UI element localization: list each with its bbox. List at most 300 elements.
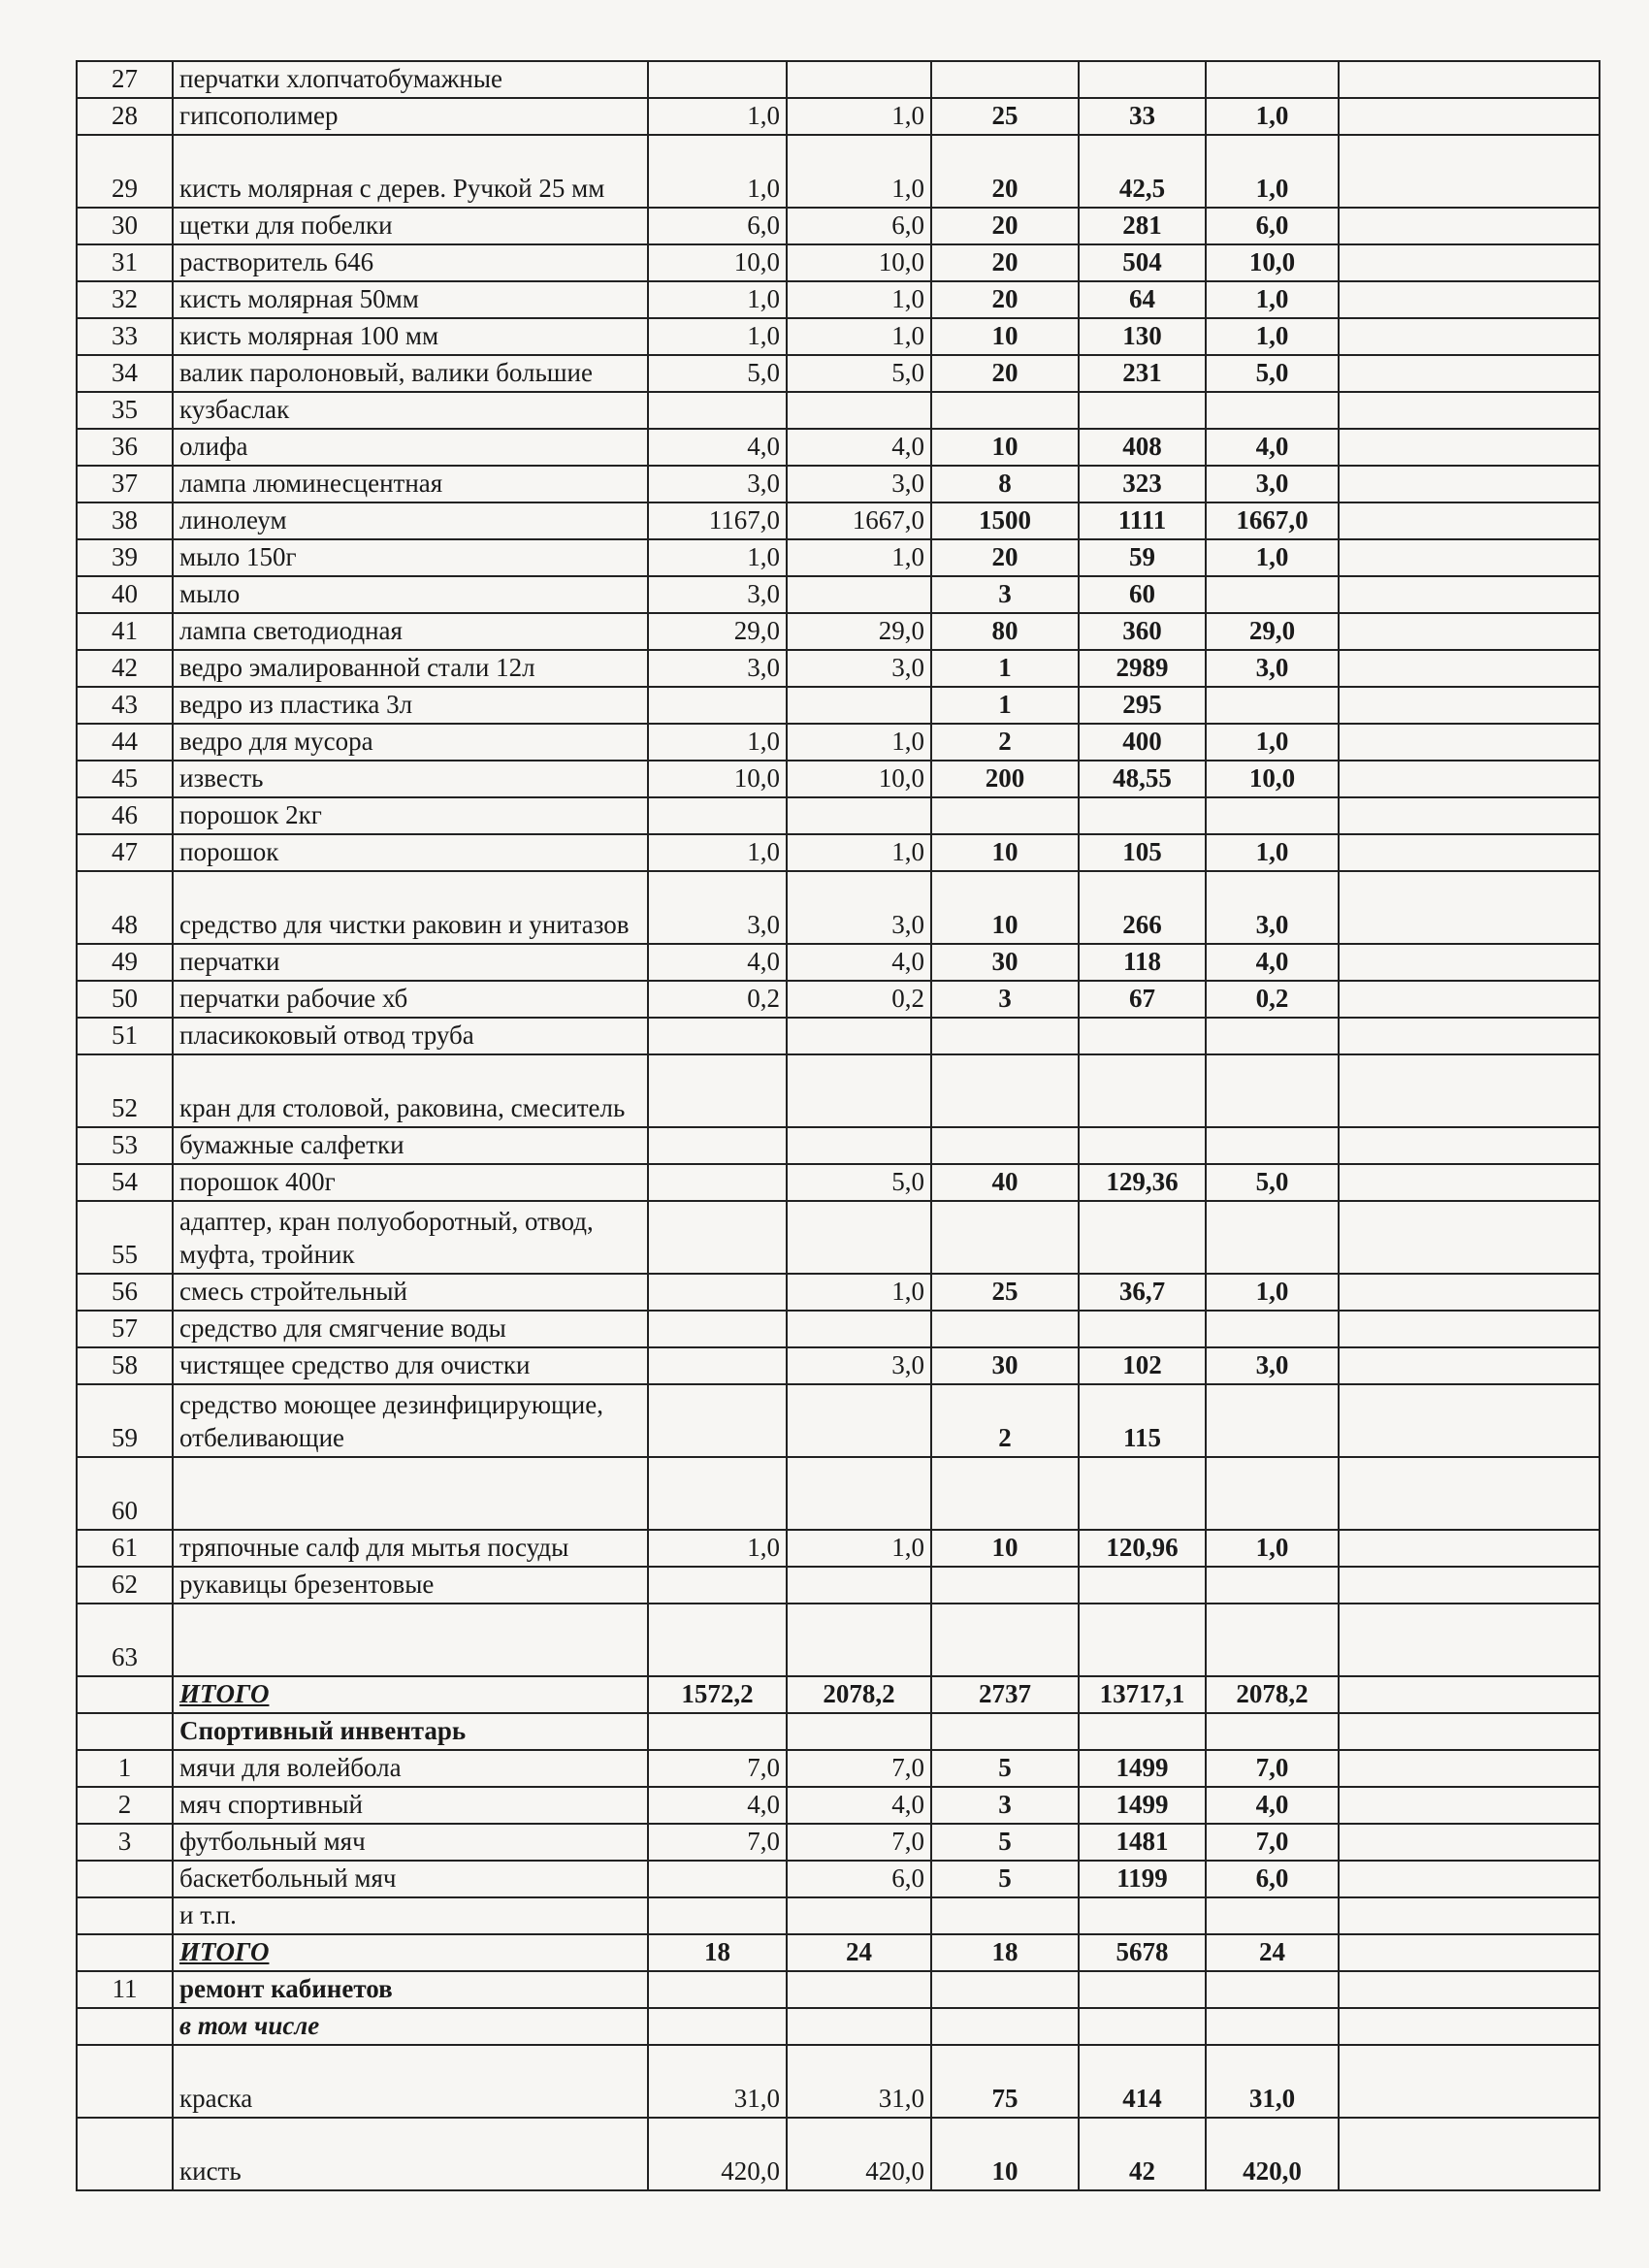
table-row	[77, 1861, 1600, 1897]
cell-d: 414	[1079, 2045, 1206, 2118]
cell-e	[1206, 1971, 1339, 2008]
cell-d	[1079, 61, 1206, 98]
cell-e: 6,0	[1206, 1861, 1339, 1897]
cell-name: чистящее средство для очистки	[173, 1347, 648, 1384]
cell-c: 20	[931, 135, 1079, 208]
cell-b: 1,0	[787, 98, 931, 135]
cell-name: рукавицы брезентовые	[173, 1567, 648, 1604]
cell-f	[1339, 1861, 1600, 1897]
cell-a: 1,0	[648, 98, 787, 135]
cell-c: 5	[931, 1824, 1079, 1861]
cell-name: средство для чистки раковин и унитазов	[173, 871, 648, 944]
cell-a	[648, 61, 787, 98]
cell-c: 3	[931, 1787, 1079, 1824]
cell-b: 420,0	[787, 2118, 931, 2190]
table-row	[77, 650, 1600, 687]
table-row	[77, 318, 1600, 355]
cell-f	[1339, 429, 1600, 466]
cell-e: 0,2	[1206, 981, 1339, 1018]
cell-c	[931, 1604, 1079, 1676]
cell-f	[1339, 981, 1600, 1018]
cell-name: краска	[173, 2045, 648, 2118]
cell-e: 4,0	[1206, 429, 1339, 466]
cell-d: 1499	[1079, 1750, 1206, 1787]
cell-e	[1206, 1311, 1339, 1347]
cell-f	[1339, 318, 1600, 355]
cell-b: 1,0	[787, 281, 931, 318]
cell-e	[1206, 1054, 1339, 1127]
cell-num: 31	[77, 244, 173, 281]
cell-name: средство моющее дезинфицирующие, отбеливающие	[173, 1384, 648, 1457]
cell-num: 38	[77, 502, 173, 539]
cell-b: 1667,0	[787, 502, 931, 539]
cell-name: мыло	[173, 576, 648, 613]
cell-b: 1,0	[787, 318, 931, 355]
cell-d: 42,5	[1079, 135, 1206, 208]
table-row	[77, 724, 1600, 761]
cell-c: 10	[931, 2118, 1079, 2190]
cell-num: 54	[77, 1164, 173, 1201]
cell-e: 4,0	[1206, 944, 1339, 981]
cell-f	[1339, 1897, 1600, 1934]
cell-f	[1339, 1274, 1600, 1311]
cell-name: порошок 2кг	[173, 797, 648, 834]
cell-c: 75	[931, 2045, 1079, 2118]
cell-a: 10,0	[648, 761, 787, 797]
cell-num: 49	[77, 944, 173, 981]
cell-a	[648, 2008, 787, 2045]
cell-num: 27	[77, 61, 173, 98]
cell-num: 28	[77, 98, 173, 135]
cell-e: 5,0	[1206, 355, 1339, 392]
cell-d	[1079, 1018, 1206, 1054]
cell-a: 1,0	[648, 834, 787, 871]
cell-a: 3,0	[648, 650, 787, 687]
cell-c: 5	[931, 1861, 1079, 1897]
cell-num: 39	[77, 539, 173, 576]
cell-name: известь	[173, 761, 648, 797]
cell-d: 360	[1079, 613, 1206, 650]
cell-b: 6,0	[787, 1861, 931, 1897]
table-row	[77, 502, 1600, 539]
cell-d: 102	[1079, 1347, 1206, 1384]
cell-a: 1,0	[648, 135, 787, 208]
cell-d: 13717,1	[1079, 1676, 1206, 1713]
table-row	[77, 613, 1600, 650]
cell-e: 3,0	[1206, 871, 1339, 944]
cell-a: 420,0	[648, 2118, 787, 2190]
cell-a: 5,0	[648, 355, 787, 392]
table-row	[77, 797, 1600, 834]
table-row	[77, 2045, 1600, 2118]
cell-c: 2	[931, 1384, 1079, 1457]
cell-name: ИТОГО	[173, 1676, 648, 1713]
cell-a	[648, 1164, 787, 1201]
table-row	[77, 1054, 1600, 1127]
cell-c	[931, 797, 1079, 834]
cell-d	[1079, 1713, 1206, 1750]
table-row	[77, 1164, 1600, 1201]
cell-c: 30	[931, 1347, 1079, 1384]
cell-c: 30	[931, 944, 1079, 981]
cell-name: линолеум	[173, 502, 648, 539]
cell-d: 105	[1079, 834, 1206, 871]
cell-e	[1206, 1127, 1339, 1164]
cell-f	[1339, 613, 1600, 650]
cell-num: 63	[77, 1604, 173, 1676]
cell-b	[787, 1567, 931, 1604]
cell-e: 420,0	[1206, 2118, 1339, 2190]
cell-e	[1206, 1604, 1339, 1676]
cell-c: 25	[931, 1274, 1079, 1311]
cell-e	[1206, 1897, 1339, 1934]
cell-name: мячи для волейбола	[173, 1750, 648, 1787]
cell-c: 2	[931, 724, 1079, 761]
cell-e: 1,0	[1206, 834, 1339, 871]
cell-d: 67	[1079, 981, 1206, 1018]
table-row	[77, 1604, 1600, 1676]
cell-e: 2078,2	[1206, 1676, 1339, 1713]
cell-num: 51	[77, 1018, 173, 1054]
cell-a	[648, 1201, 787, 1274]
cell-name: ведро из пластика 3л	[173, 687, 648, 724]
cell-e	[1206, 61, 1339, 98]
cell-num: 57	[77, 1311, 173, 1347]
cell-name: порошок 400г	[173, 1164, 648, 1201]
cell-d	[1079, 392, 1206, 429]
cell-d: 5678	[1079, 1934, 1206, 1971]
cell-d: 266	[1079, 871, 1206, 944]
cell-c	[931, 1457, 1079, 1530]
table-row	[77, 1274, 1600, 1311]
cell-b: 1,0	[787, 834, 931, 871]
cell-e: 1,0	[1206, 98, 1339, 135]
cell-f	[1339, 2045, 1600, 2118]
cell-f	[1339, 392, 1600, 429]
cell-e: 1,0	[1206, 724, 1339, 761]
cell-b	[787, 1384, 931, 1457]
cell-a: 1,0	[648, 539, 787, 576]
cell-b: 5,0	[787, 1164, 931, 1201]
cell-name: лампа светодиодная	[173, 613, 648, 650]
cell-num: 32	[77, 281, 173, 318]
cell-f	[1339, 2118, 1600, 2190]
cell-a: 0,2	[648, 981, 787, 1018]
cell-d: 408	[1079, 429, 1206, 466]
cell-e: 5,0	[1206, 1164, 1339, 1201]
cell-d: 323	[1079, 466, 1206, 502]
cell-b	[787, 797, 931, 834]
table-row	[77, 1713, 1600, 1750]
cell-a: 4,0	[648, 1787, 787, 1824]
cell-num: 3	[77, 1824, 173, 1861]
cell-a: 1572,2	[648, 1676, 787, 1713]
cell-name: смесь стройтельный	[173, 1274, 648, 1311]
cell-b: 10,0	[787, 761, 931, 797]
cell-c: 20	[931, 281, 1079, 318]
cell-name	[173, 1604, 648, 1676]
table-row	[77, 944, 1600, 981]
cell-num: 1	[77, 1750, 173, 1787]
cell-d: 1111	[1079, 502, 1206, 539]
cell-a	[648, 1897, 787, 1934]
cell-name: олифа	[173, 429, 648, 466]
cell-num: 56	[77, 1274, 173, 1311]
cell-f	[1339, 650, 1600, 687]
table-row	[77, 281, 1600, 318]
cell-e: 1,0	[1206, 135, 1339, 208]
cell-c: 20	[931, 244, 1079, 281]
cell-num: 52	[77, 1054, 173, 1127]
cell-num	[77, 2008, 173, 2045]
cell-name: перчатки рабочие хб	[173, 981, 648, 1018]
table-row	[77, 1824, 1600, 1861]
cell-b: 5,0	[787, 355, 931, 392]
cell-b: 2078,2	[787, 1676, 931, 1713]
cell-f	[1339, 1676, 1600, 1713]
cell-c	[931, 392, 1079, 429]
cell-d	[1079, 1054, 1206, 1127]
cell-a	[648, 1457, 787, 1530]
cell-a: 1167,0	[648, 502, 787, 539]
cell-name: ремонт кабинетов	[173, 1971, 648, 2008]
cell-b: 1,0	[787, 724, 931, 761]
cell-d	[1079, 1457, 1206, 1530]
cell-f	[1339, 834, 1600, 871]
cell-f	[1339, 1127, 1600, 1164]
cell-b: 1,0	[787, 135, 931, 208]
cell-d	[1079, 1897, 1206, 1934]
cell-e	[1206, 1457, 1339, 1530]
cell-name: Спортивный инвентарь	[173, 1713, 648, 1750]
cell-a: 3,0	[648, 466, 787, 502]
table-row	[77, 687, 1600, 724]
cell-f	[1339, 1971, 1600, 2008]
cell-b	[787, 1897, 931, 1934]
cell-name: ИТОГО	[173, 1934, 648, 1971]
cell-a	[648, 1347, 787, 1384]
cell-num: 48	[77, 871, 173, 944]
cell-name: кисть молярная 100 мм	[173, 318, 648, 355]
cell-b: 6,0	[787, 208, 931, 244]
cell-a: 7,0	[648, 1750, 787, 1787]
cell-f	[1339, 871, 1600, 944]
cell-num: 62	[77, 1567, 173, 1604]
cell-c	[931, 1054, 1079, 1127]
cell-e: 3,0	[1206, 650, 1339, 687]
cell-c: 18	[931, 1934, 1079, 1971]
cell-a: 18	[648, 1934, 787, 1971]
cell-d	[1079, 1201, 1206, 1274]
cell-c	[931, 1971, 1079, 2008]
cell-num: 11	[77, 1971, 173, 2008]
cell-num: 40	[77, 576, 173, 613]
cell-a: 1,0	[648, 1530, 787, 1567]
cell-e	[1206, 687, 1339, 724]
cell-e: 1,0	[1206, 281, 1339, 318]
cell-f	[1339, 1311, 1600, 1347]
cell-f	[1339, 1201, 1600, 1274]
cell-e: 4,0	[1206, 1787, 1339, 1824]
cell-a: 29,0	[648, 613, 787, 650]
cell-num: 44	[77, 724, 173, 761]
cell-b: 3,0	[787, 650, 931, 687]
cell-c: 5	[931, 1750, 1079, 1787]
cell-f	[1339, 1164, 1600, 1201]
table-row	[77, 1750, 1600, 1787]
cell-d	[1079, 797, 1206, 834]
cell-b	[787, 1604, 931, 1676]
cell-f	[1339, 61, 1600, 98]
cell-e: 1,0	[1206, 539, 1339, 576]
table-row	[77, 135, 1600, 208]
cell-d	[1079, 1971, 1206, 2008]
cell-e: 1,0	[1206, 1274, 1339, 1311]
cell-num: 46	[77, 797, 173, 834]
cell-name: ведро эмалированной стали 12л	[173, 650, 648, 687]
cell-a: 1,0	[648, 724, 787, 761]
cell-num: 35	[77, 392, 173, 429]
cell-b	[787, 1971, 931, 2008]
cell-name: тряпочные салф для мытья посуды	[173, 1530, 648, 1567]
table-row	[77, 1384, 1600, 1457]
cell-b	[787, 1311, 931, 1347]
cell-e	[1206, 576, 1339, 613]
cell-name: валик паролоновый, валики большие	[173, 355, 648, 392]
table-row	[77, 871, 1600, 944]
cell-c	[931, 1897, 1079, 1934]
cell-e: 1,0	[1206, 1530, 1339, 1567]
cell-name: кисть молярная с дерев. Ручкой 25 мм	[173, 135, 648, 208]
table-row	[77, 1311, 1600, 1347]
cell-b: 0,2	[787, 981, 931, 1018]
cell-b: 10,0	[787, 244, 931, 281]
cell-num: 50	[77, 981, 173, 1018]
cell-num: 55	[77, 1201, 173, 1274]
cell-d: 36,7	[1079, 1274, 1206, 1311]
table-row	[77, 834, 1600, 871]
cell-c	[931, 1201, 1079, 1274]
cell-d: 129,36	[1079, 1164, 1206, 1201]
cell-d: 295	[1079, 687, 1206, 724]
cell-name: средство для смягчение воды	[173, 1311, 648, 1347]
cell-c	[931, 1311, 1079, 1347]
cell-a	[648, 1971, 787, 2008]
cell-a: 4,0	[648, 944, 787, 981]
cell-c: 3	[931, 981, 1079, 1018]
table-row	[77, 1201, 1600, 1274]
cell-num	[77, 1676, 173, 1713]
cell-f	[1339, 576, 1600, 613]
cell-b	[787, 576, 931, 613]
cell-c	[931, 1567, 1079, 1604]
cell-c: 10	[931, 871, 1079, 944]
cell-num	[77, 2045, 173, 2118]
cell-b	[787, 61, 931, 98]
cell-c	[931, 1713, 1079, 1750]
cell-name: в том числе	[173, 2008, 648, 2045]
cell-f	[1339, 687, 1600, 724]
cell-name: мыло 150г	[173, 539, 648, 576]
cell-b: 4,0	[787, 1787, 931, 1824]
cell-b	[787, 1457, 931, 1530]
table-row	[77, 1787, 1600, 1824]
cell-name: кисть молярная 50мм	[173, 281, 648, 318]
cell-a	[648, 797, 787, 834]
cell-num: 29	[77, 135, 173, 208]
cell-b: 31,0	[787, 2045, 931, 2118]
cell-c: 10	[931, 429, 1079, 466]
cell-b	[787, 1018, 931, 1054]
cell-a	[648, 1127, 787, 1164]
cell-e: 3,0	[1206, 1347, 1339, 1384]
cell-d: 504	[1079, 244, 1206, 281]
cell-e	[1206, 1713, 1339, 1750]
cell-f	[1339, 281, 1600, 318]
cell-name: лампа люминесцентная	[173, 466, 648, 502]
cell-f	[1339, 1787, 1600, 1824]
cell-f	[1339, 1530, 1600, 1567]
cell-f	[1339, 1750, 1600, 1787]
cell-f	[1339, 1713, 1600, 1750]
cell-name: кузбаслак	[173, 392, 648, 429]
cell-num	[77, 1861, 173, 1897]
table-row	[77, 1127, 1600, 1164]
cell-f	[1339, 1018, 1600, 1054]
cell-e: 10,0	[1206, 244, 1339, 281]
cell-f	[1339, 1934, 1600, 1971]
cell-c	[931, 2008, 1079, 2045]
cell-c: 80	[931, 613, 1079, 650]
cell-num: 45	[77, 761, 173, 797]
table-row	[77, 1018, 1600, 1054]
cell-e: 10,0	[1206, 761, 1339, 797]
cell-num: 33	[77, 318, 173, 355]
cell-name: ведро для мусора	[173, 724, 648, 761]
cell-num: 61	[77, 1530, 173, 1567]
cell-c: 40	[931, 1164, 1079, 1201]
cell-a	[648, 392, 787, 429]
cell-b	[787, 687, 931, 724]
cell-f	[1339, 1567, 1600, 1604]
cell-f	[1339, 1604, 1600, 1676]
cell-name: перчатки	[173, 944, 648, 981]
cell-name: перчатки хлопчатобумажные	[173, 61, 648, 98]
table-row	[77, 2008, 1600, 2045]
cell-d: 281	[1079, 208, 1206, 244]
cell-f	[1339, 797, 1600, 834]
cell-c: 3	[931, 576, 1079, 613]
cell-a: 6,0	[648, 208, 787, 244]
cell-num	[77, 2118, 173, 2190]
table-row	[77, 1971, 1600, 2008]
cell-a	[648, 1311, 787, 1347]
cell-b: 7,0	[787, 1750, 931, 1787]
cell-b: 7,0	[787, 1824, 931, 1861]
cell-e	[1206, 1201, 1339, 1274]
table-row	[77, 1897, 1600, 1934]
cell-e	[1206, 1567, 1339, 1604]
cell-f	[1339, 1347, 1600, 1384]
cell-c: 10	[931, 834, 1079, 871]
table-row	[77, 61, 1600, 98]
cell-d: 1499	[1079, 1787, 1206, 1824]
table-row	[77, 761, 1600, 797]
cell-d: 130	[1079, 318, 1206, 355]
cell-b: 29,0	[787, 613, 931, 650]
cell-a	[648, 687, 787, 724]
table-row	[77, 1567, 1600, 1604]
